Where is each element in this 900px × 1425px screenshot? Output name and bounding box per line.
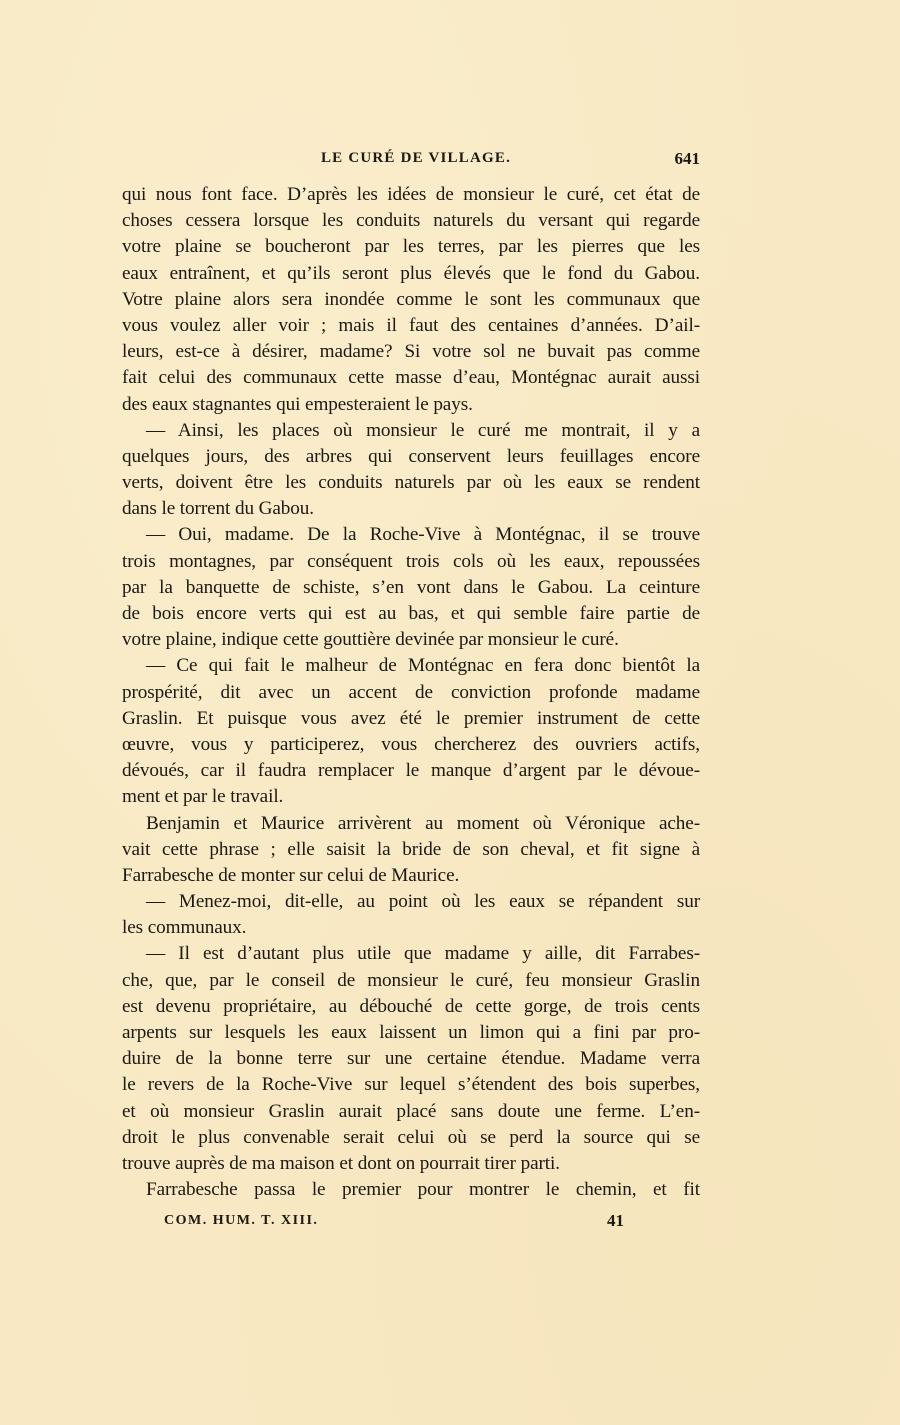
text-line-content: quelques jours, des arbres qui conservent leurs feuillages encore bbox=[122, 445, 700, 467]
text-line bbox=[122, 784, 700, 810]
body-text bbox=[122, 182, 700, 1203]
text-line-content: les communaux. bbox=[122, 917, 247, 939]
text-line bbox=[122, 837, 700, 863]
text-line-content: trois montagnes, par conséquent trois cols où les eaux, repoussées bbox=[122, 550, 700, 572]
text-line-content: œuvre, vous y participerez, vous chercherez des ouvriers actifs, bbox=[122, 733, 700, 755]
text-line-content: est devenu propriétaire, au débouché de cette gorge, de trois cents bbox=[122, 995, 700, 1017]
running-title: LE CURÉ DE VILLAGE. bbox=[320, 150, 512, 166]
text-line-content: — Ce qui fait le malheur de Montégnac en fera donc bientôt la bbox=[146, 655, 700, 677]
text-line bbox=[122, 994, 700, 1020]
text-line bbox=[122, 313, 700, 339]
text-line-content: — Ainsi, les places où monsieur le curé me montrait, il y a bbox=[146, 419, 700, 441]
text-line bbox=[122, 444, 700, 470]
text-line-content: dévoués, car il faudra remplacer le manque d’argent par le dévoue- bbox=[122, 760, 700, 782]
text-line bbox=[122, 968, 700, 994]
text-line-content: votre plaine, indique cette gouttière devinée par monsieur le curé. bbox=[122, 629, 619, 651]
text-line-content: le revers de la Roche-Vive sur lequel s’étendent des bois superbes, bbox=[122, 1074, 700, 1096]
text-line-content: trouve auprès de ma maison et dont on pourrait tirer parti. bbox=[122, 1152, 560, 1174]
text-line bbox=[122, 392, 700, 418]
text-line bbox=[122, 339, 700, 365]
running-head bbox=[122, 150, 700, 174]
text-line bbox=[122, 1125, 700, 1151]
text-line-content: prospérité, dit avec un accent de conviction profonde madame bbox=[122, 681, 700, 703]
text-line-content: choses cessera lorsque les conduits naturels du versant qui regarde bbox=[122, 210, 700, 232]
text-line-content: — Il est d’autant plus utile que madame y aille, dit Farrabes- bbox=[146, 943, 700, 965]
text-line-content: droit le plus convenable serait celui où se perd la source qui se bbox=[122, 1126, 700, 1148]
text-line bbox=[122, 470, 700, 496]
text-line-content: Benjamin et Maurice arrivèrent au moment où Véronique ache- bbox=[146, 812, 700, 834]
text-line bbox=[122, 732, 700, 758]
text-line bbox=[122, 811, 700, 837]
text-line bbox=[122, 287, 700, 313]
text-line-content: — Menez-moi, dit-elle, au point où les eaux se répandent sur bbox=[146, 891, 700, 913]
text-line bbox=[122, 706, 700, 732]
text-line-content: votre plaine se boucheront par les terres, par les pierres que les bbox=[122, 236, 700, 258]
text-line-content: vous voulez aller voir ; mais il faut des centaines d’années. D’ail- bbox=[122, 314, 700, 336]
text-line bbox=[122, 1046, 700, 1072]
text-line bbox=[122, 365, 700, 391]
text-line bbox=[122, 182, 700, 208]
text-line-content: che, que, par le conseil de monsieur le curé, feu monsieur Graslin bbox=[122, 969, 700, 991]
text-line-content: verts, doivent être les conduits naturels par où les eaux se rendent bbox=[122, 472, 700, 494]
text-line-content: duire de la bonne terre sur une certaine étendue. Madame verra bbox=[122, 1048, 700, 1070]
text-line bbox=[122, 680, 700, 706]
text-line bbox=[122, 549, 700, 575]
text-line bbox=[122, 208, 700, 234]
text-line bbox=[122, 601, 700, 627]
text-line bbox=[122, 1177, 700, 1203]
text-line bbox=[122, 1072, 700, 1098]
text-line-content: ment et par le travail. bbox=[122, 786, 284, 808]
text-line bbox=[122, 653, 700, 679]
text-line bbox=[122, 889, 700, 915]
text-line-content: Graslin. Et puisque vous avez été le premier instrument de cette bbox=[122, 707, 700, 729]
text-line bbox=[122, 758, 700, 784]
signature-mark: 41 bbox=[607, 1211, 624, 1230]
text-line-content: par la banquette de schiste, s’en vont dans le Gabou. La ceinture bbox=[122, 576, 700, 598]
text-line-content: eaux entraînent, et qu’ils seront plus élevés que le fond du Gabou. bbox=[122, 262, 700, 284]
printer-signature: COM. HUM. T. XIII. bbox=[164, 1213, 319, 1228]
text-line bbox=[122, 261, 700, 287]
text-line-content: Farrabesche de monter sur celui de Maurice. bbox=[122, 864, 460, 886]
text-line-content: et où monsieur Graslin aurait placé sans doute une ferme. L’en- bbox=[122, 1100, 700, 1122]
text-line bbox=[122, 863, 700, 889]
text-line-content: qui nous font face. D’après les idées de monsieur le curé, cet état de bbox=[122, 184, 700, 205]
text-line-content: Votre plaine alors sera inondée comme le sont les communaux que bbox=[122, 288, 700, 310]
text-line-content: — Oui, madame. De la Roche-Vive à Montégnac, il se trouve bbox=[146, 524, 700, 546]
text-line-content: dans le torrent du Gabou. bbox=[122, 498, 314, 520]
text-line-content: de bois encore verts qui est au bas, et qui semble faire partie de bbox=[122, 603, 700, 624]
text-line bbox=[122, 496, 700, 522]
text-line bbox=[122, 1020, 700, 1046]
text-line bbox=[122, 522, 700, 548]
text-line-content: fait celui des communaux cette masse d’eau, Montégnac aurait aussi bbox=[122, 367, 700, 389]
text-line-content: arpents sur lesquels les eaux laissent un limon qui a fini par pro- bbox=[122, 1022, 700, 1043]
text-line bbox=[122, 1099, 700, 1125]
page-footer bbox=[164, 1213, 624, 1237]
text-line bbox=[122, 1151, 700, 1177]
text-line bbox=[122, 627, 700, 653]
text-line bbox=[122, 941, 700, 967]
page-number: 641 bbox=[674, 149, 700, 168]
text-line bbox=[122, 234, 700, 260]
text-line-content: Farrabesche passa le premier pour montrer le chemin, et fit bbox=[146, 1179, 700, 1201]
text-line-content: des eaux stagnantes qui empesteraient le pays. bbox=[122, 393, 473, 415]
text-line-content: vait cette phrase ; elle saisit la bride de son cheval, et fit signe à bbox=[122, 838, 700, 860]
text-line bbox=[122, 418, 700, 444]
text-line bbox=[122, 915, 700, 941]
text-line bbox=[122, 575, 700, 601]
text-line-content: leurs, est-ce à désirer, madame? Si votre sol ne buvait pas comme bbox=[122, 341, 700, 363]
